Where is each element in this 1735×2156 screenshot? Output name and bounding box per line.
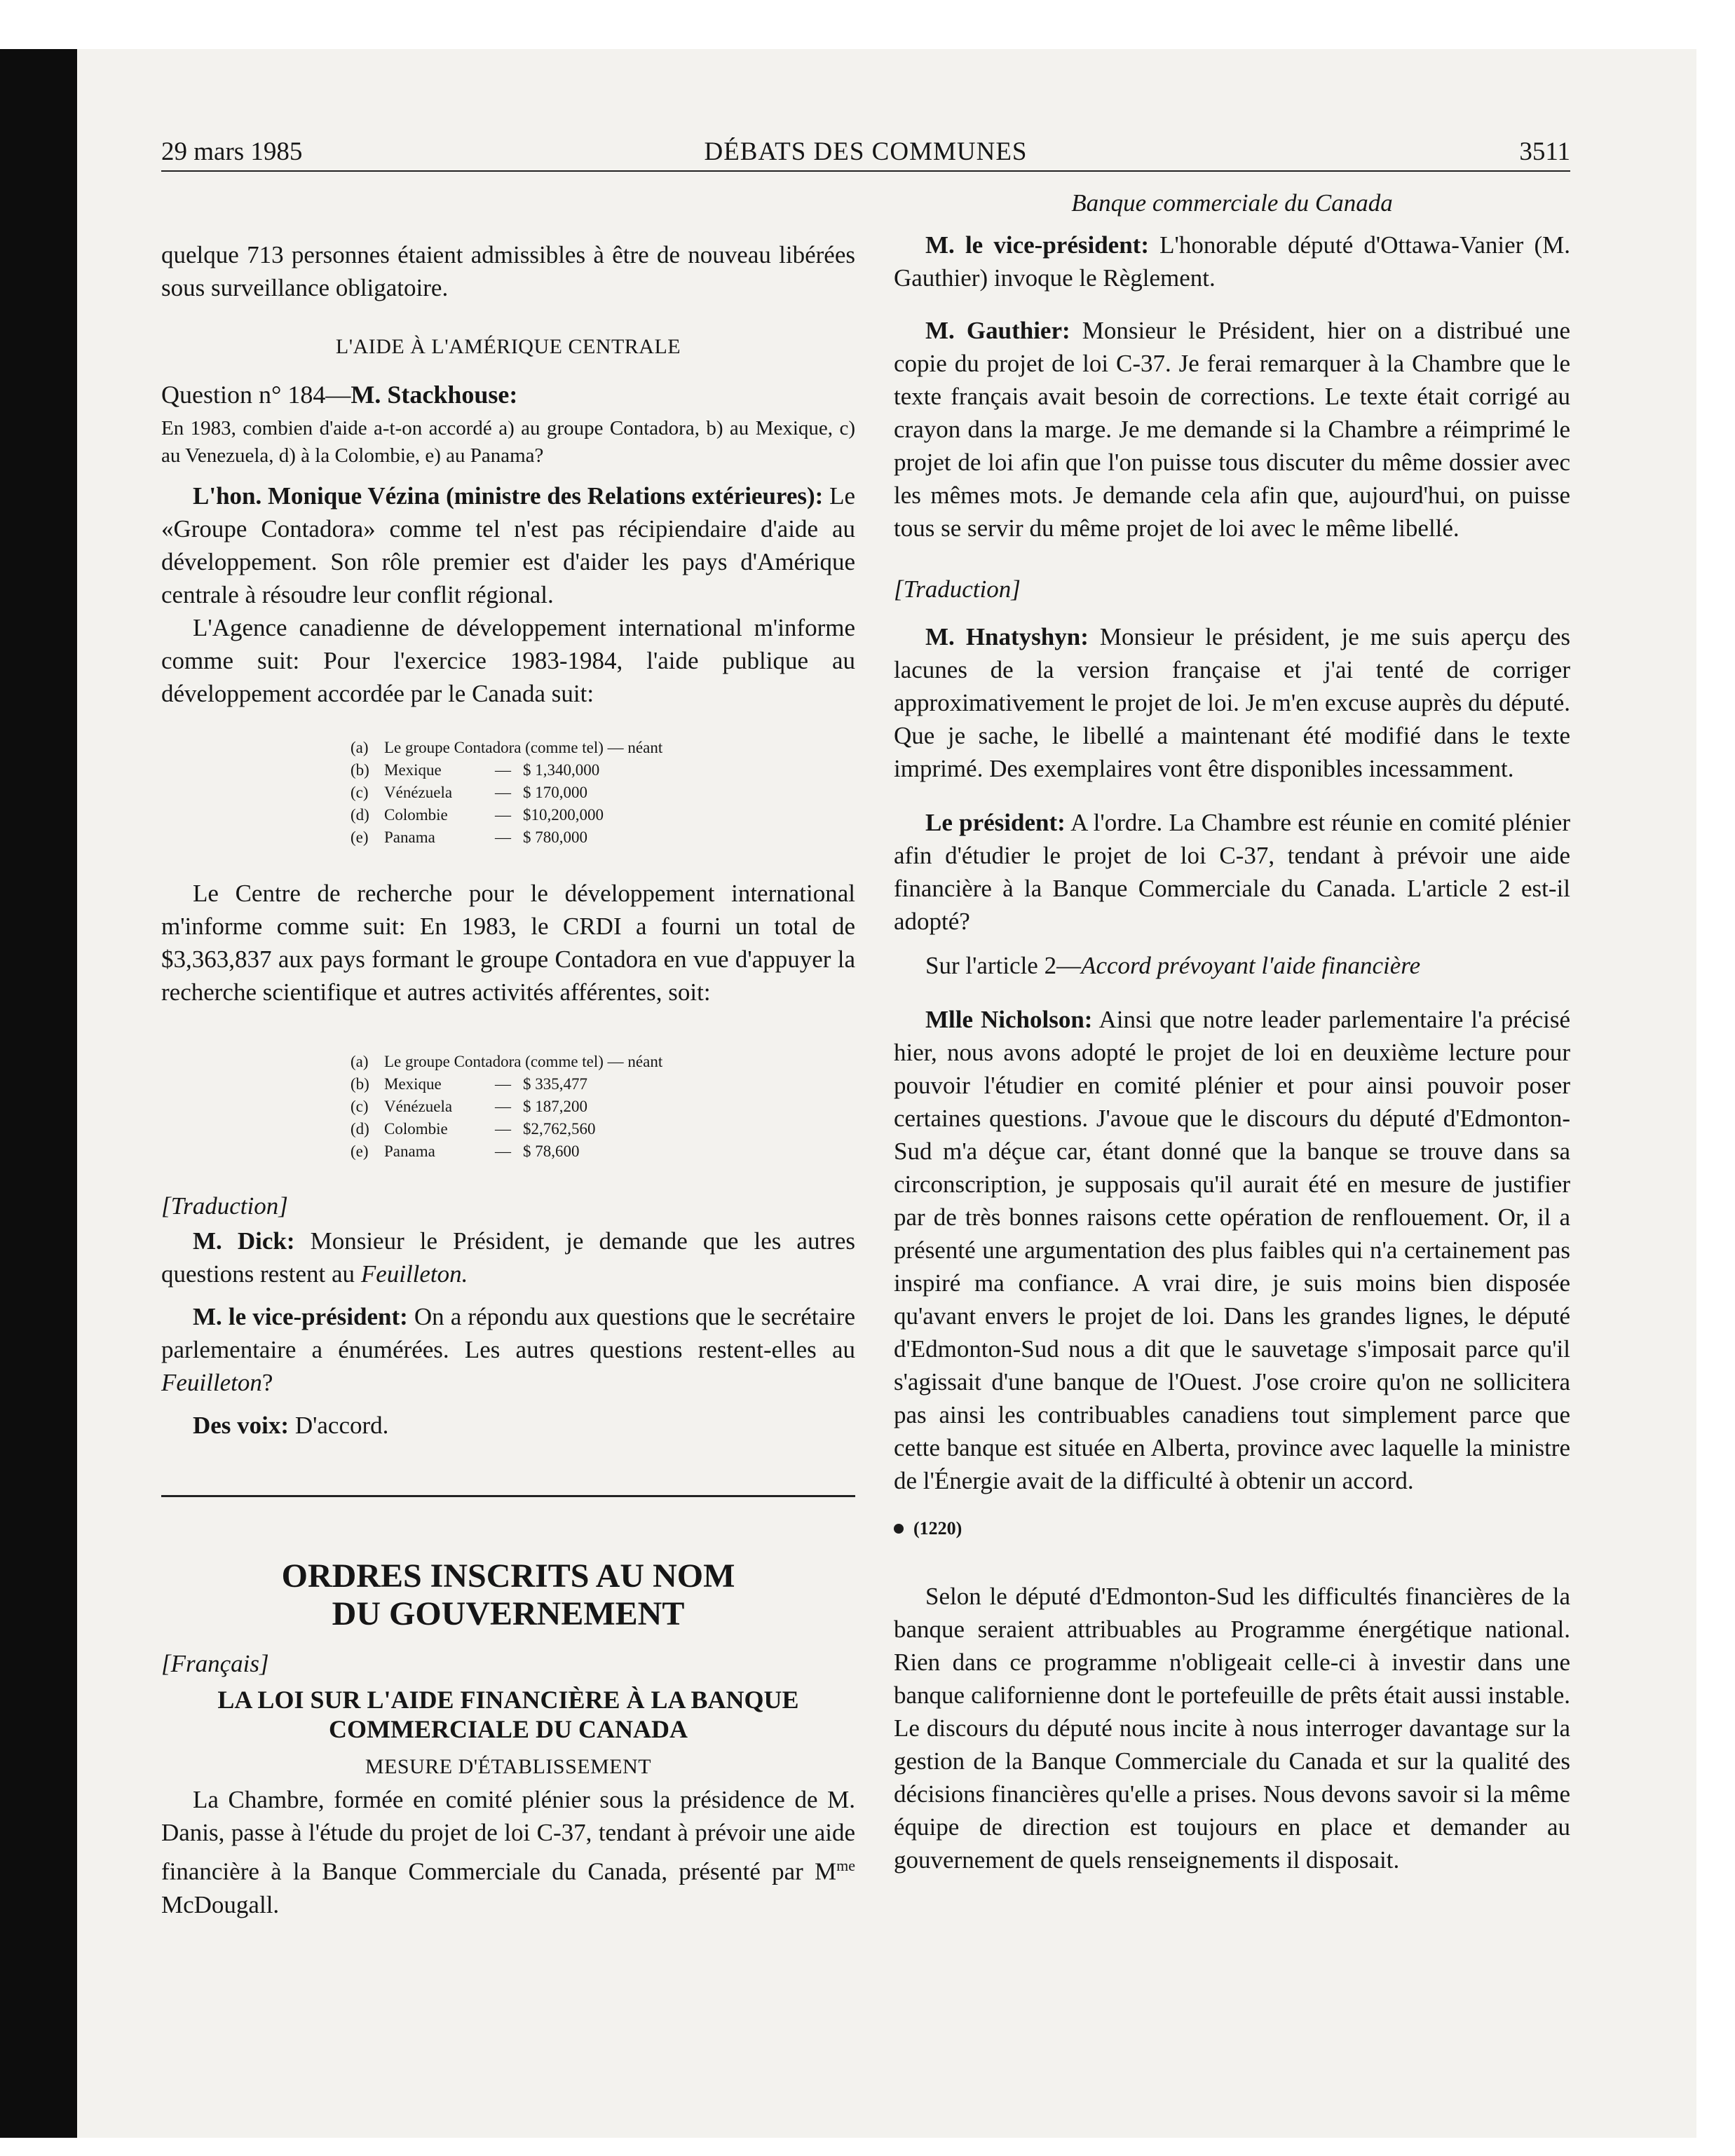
table-row: (b) Mexique — $ 1,340,000 bbox=[351, 761, 600, 779]
page-number: 3511 bbox=[1519, 137, 1570, 166]
table-row: (b) Mexique — $ 335,477 bbox=[351, 1075, 587, 1093]
paragraph-acdi: L'Agence canadienne de développement international m'informe comme suit: Pour l'exercice 1983-1984, l'aide publique au développement accordée par le Canada suit: bbox=[161, 614, 855, 707]
paragraph-gauthier: M. Gauthier: Monsieur le Président, hier on a distribué une copie du projet de loi C-37. Je ferai remarquer à la Chambre que le texte français avait besoin de corrections. Le texte était corrigé au crayon dans la marge. Je me demande si la Chambre a réimprimé le projet de loi afin que l'on puisse tous discuter du même dossier avec les mêmes mots. Je demande cela afin que, aujourd'hui, on puisse tous se servir du même projet de loi avec le même libellé. bbox=[894, 317, 1571, 542]
aid-table-acdi bbox=[351, 737, 855, 849]
francais-label: [Français] bbox=[161, 1650, 269, 1677]
paragraph-crdi: Le Centre de recherche pour le développement international m'informe comme suit: En 1983, le CRDI a fourni un total de $3,363,837 aux pays formant le groupe Contadora en vue d'appuyer la recherche scientifique et autres activités afférentes, soit: bbox=[161, 880, 855, 1006]
table-row: (c) Vénézuela — $ 187,200 bbox=[351, 1098, 587, 1115]
speaker-voix: Des voix: bbox=[193, 1412, 290, 1439]
orders-heading: ORDRES INSCRITS AU NOM DU GOUVERNEMENT bbox=[281, 1557, 735, 1632]
traduction-label-right: [Traduction] bbox=[894, 575, 1021, 603]
header-date: 29 mars 1985 bbox=[161, 137, 303, 166]
section-divider bbox=[161, 1495, 855, 1497]
running-header bbox=[161, 137, 1570, 172]
header-rule bbox=[161, 170, 1570, 172]
table-row: (e) Panama — $ 780,000 bbox=[351, 828, 587, 846]
paragraph-hnatyshyn: M. Hnatyshyn: Monsieur le président, je me suis aperçu des lacunes de la version française et j'ai tenté de corriger approximativement le projet de loi. Je m'en excuse auprès du député. Que je sache, le libellé a maintenant été modifié dans le texte imprimé. Des exemplaires vont être disponibles incessamment. bbox=[894, 623, 1570, 782]
paragraph-nicholson: Mlle Nicholson: Ainsi que notre leader parlementaire l'a précisé hier, nous avons adopté le projet de loi en deuxième lecture pour pouvoir l'étudier en comité plénier et pour ainsi pouvoir poser certaines questions. J'avoue que le discours du député d'Edmonton-Sud m'a déçue car, étant donné que la banque se trouve dans sa circonscription, je supposais qu'il aurait été en mesure de justifier par de très bonnes raisons cette opération de renflouement. Or, il a présenté une argumentation des plus faibles qui n'a certainement pas inspiré ma confiance. A vrai dire, je suis moins bien disposée qu'avant envers le projet de loi. Dans les grandes lignes, le député d'Edmonton-Sud nous a dit que le sauvetage s'imposait parce qu'il s'agissait d'une banque de l'Ouest. J'ose croire qu'on ne sollicitera pas ainsi les contribuables canadiens tout simplement parce que cette banque est située en Alberta, province avec laquelle la ministre de l'Énergie avait de la difficulté à obtenir un accord. bbox=[894, 1006, 1570, 1494]
speaker-vezina: L'hon. Monique Vézina (ministre des Relations extérieures): bbox=[193, 482, 824, 510]
speaker-president: Le président: bbox=[925, 809, 1066, 836]
heading-aid-central-america: L'AIDE À L'AMÉRIQUE CENTRALE bbox=[335, 335, 681, 358]
paragraph-president: Le président: A l'ordre. La Chambre est réunie en comité plénier afin d'étudier le projet de loi C-37, tendant à prévoir une aide financière à la Banque Commerciale du Canada. L'article 2 est-il adopté? bbox=[894, 809, 1570, 935]
speaker-hnatyshyn: M. Hnatyshyn: bbox=[925, 623, 1089, 650]
bullet-icon bbox=[894, 1524, 904, 1534]
paragraph-vezina bbox=[161, 479, 855, 611]
question-prefix: Question n° 184— bbox=[161, 381, 351, 409]
bank-subheading: Banque commerciale du Canada bbox=[1071, 189, 1393, 217]
table-row: (d) Colombie — $2,762,560 bbox=[351, 1120, 596, 1138]
paragraph-chambre: La Chambre, formée en comité plénier sous la présidence de M. Danis, passe à l'étude du projet de loi C-37, tendant à prévoir une aide financière à la Banque Commerciale du Canada, présenté par $M^{me}$ McDougall. bbox=[161, 1786, 855, 1918]
left-column bbox=[161, 189, 855, 1921]
speaker-dick: M. Dick: bbox=[193, 1227, 295, 1255]
question-text: En 1983, combien d'aide a-t-on accordé a) au groupe Contadora, b) au Mexique, c) au Venezuela, d) à la Colombie, e) au Panama? bbox=[161, 417, 855, 467]
paragraph-vice-president-left: M. le vice-président: On a répondu aux questions que le secrétaire parlementaire a énumérées. Les autres questions restent-elles au Feuilleton? bbox=[161, 1303, 855, 1396]
paragraph-voix: Des voix: D'accord. bbox=[193, 1412, 389, 1439]
table-row: (e) Panama — $ 78,600 bbox=[351, 1142, 580, 1160]
time-marker: (1220) bbox=[894, 1518, 1570, 1539]
table-row: (c) Vénézuela — $ 170,000 bbox=[351, 784, 587, 801]
table-row: (a) Le groupe Contadora (comme tel) — néant bbox=[351, 1053, 663, 1070]
right-column bbox=[894, 189, 1570, 1876]
speaker-vice-president: M. le vice-président: bbox=[925, 231, 1149, 259]
speaker-vice-president: M. le vice-président: bbox=[193, 1303, 408, 1330]
question-speaker: M. Stackhouse: bbox=[351, 381, 518, 409]
law-heading: LA LOI SUR L'AIDE FINANCIÈRE À LA BANQUE COMMERCIALE DU CANADA bbox=[217, 1686, 799, 1743]
mesure-heading: MESURE D'ÉTABLISSEMENT bbox=[365, 1755, 652, 1778]
paragraph-intro: quelque 713 personnes étaient admissibles à être de nouveau libérées sous surveillance obligatoire. bbox=[161, 241, 855, 301]
traduction-label-left: [Traduction] bbox=[161, 1192, 288, 1220]
paragraph-vice-president-right: M. le vice-président: L'honorable député d'Ottawa-Vanier (M. Gauthier) invoque le Règlement. bbox=[894, 231, 1570, 292]
speaker-nicholson: Mlle Nicholson: bbox=[925, 1006, 1093, 1033]
paragraph-selon: Selon le député d'Edmonton-Sud les difficultés financières de la banque seraient attribuables au Programme énergétique national. Rien dans ce programme n'obligeait celle-ci à investir dans une banque californienne dont le portefeuille de prêts était aussi instable. Le discours du député nous incite à nous interroger davantage sur la gestion de la Banque Commerciale du Canada et sur la qualité des décisions financières qu'elle a prises. Nous devons savoir si la même équipe de direction est toujours en place et demander au gouvernement de quels renseignements il disposait. bbox=[894, 1583, 1570, 1874]
header-title: DÉBATS DES COMMUNES bbox=[704, 137, 1028, 166]
table-row: (d) Colombie — $10,200,000 bbox=[351, 806, 604, 824]
article-heading: Sur l'article 2—Accord prévoyant l'aide financière bbox=[925, 952, 1421, 979]
table-row: (a) Le groupe Contadora (comme tel) — néant bbox=[351, 739, 663, 756]
question-line bbox=[161, 380, 855, 409]
speaker-gauthier: M. Gauthier: bbox=[925, 317, 1070, 344]
aid-table-crdi bbox=[351, 1051, 855, 1163]
vezina-text: Le «Groupe Contadora» comme tel n'est pas récipiendaire d'aide au développement. Son rôle premier est d'aider les pays d'Amérique centrale à résoudre leur conflit régional. bbox=[161, 482, 855, 608]
scan-border bbox=[0, 49, 77, 2138]
paragraph-dick: M. Dick: Monsieur le Président, je demande que les autres questions restent au Feuilleton. bbox=[161, 1227, 855, 1288]
